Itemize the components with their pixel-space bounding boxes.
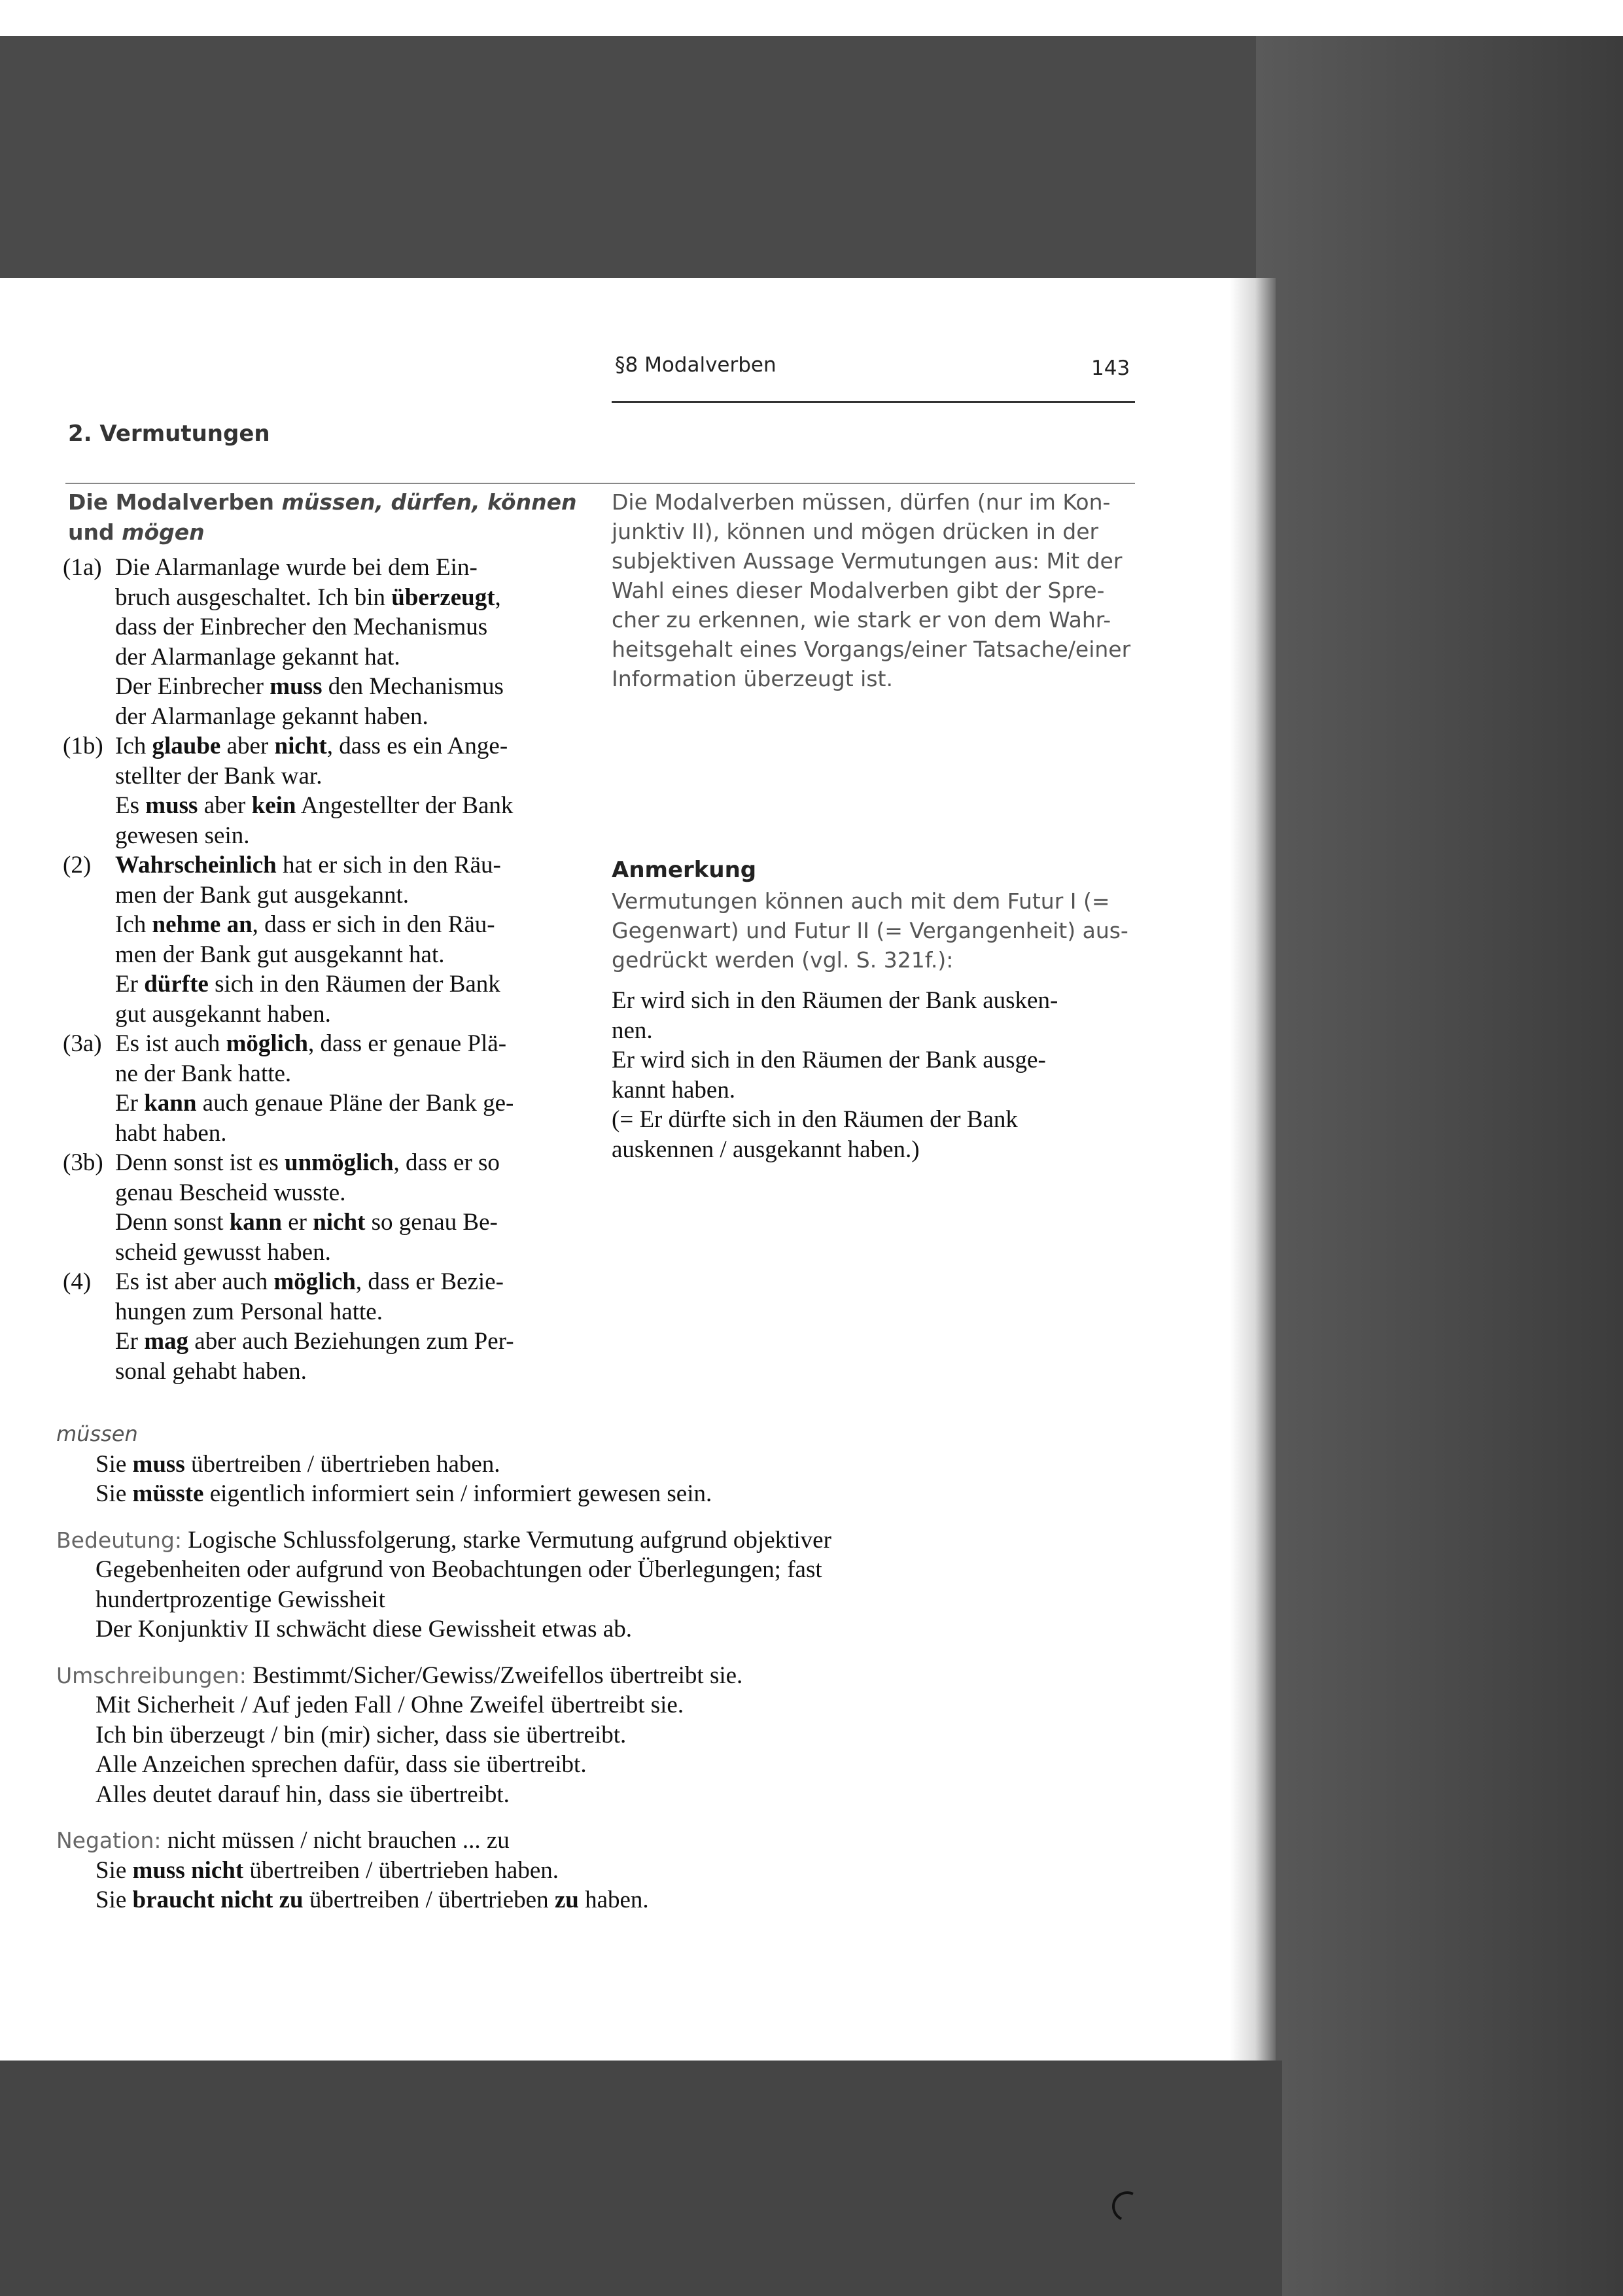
negation-label: Negation: — [56, 1828, 162, 1853]
example-line: Denn sonst kann er nicht so genau Be- — [115, 1209, 498, 1236]
muessen-section — [56, 1419, 831, 1915]
example-line: der Alarmanlage gekannt hat. — [115, 643, 400, 670]
example-number: (1a) — [63, 554, 102, 581]
description-line: subjektiven Aussage Vermutungen aus: Mit der — [612, 548, 1123, 574]
negation-line: Sie muss nicht übertreiben / übertrieben haben. — [96, 1856, 559, 1884]
description-line: Information überzeugt ist. — [612, 666, 893, 691]
umschreibungen-first-line: Bestimmt/Sicher/Gewiss/Zweifellos übertreibt sie. — [253, 1661, 743, 1689]
muessen-label: müssen — [56, 1421, 138, 1446]
negation-line: Sie braucht nicht zu übertreiben / übertrieben zu haben. — [96, 1887, 649, 1913]
example-item — [63, 1148, 586, 1267]
example-line: Denn sonst ist es unmöglich, dass er so — [115, 1149, 500, 1176]
note-intro-line: Gegenwart) und Futur II (= Vergangenheit) aus- — [612, 918, 1128, 943]
negation-block — [56, 1826, 831, 1915]
note-examples — [612, 986, 1058, 1164]
negation-first-line: nicht müssen / nicht brauchen ... zu — [167, 1827, 510, 1854]
description — [612, 487, 1130, 693]
example-line: Er kann auch genaue Pläne der Bank ge- — [115, 1090, 514, 1117]
example-line: Ich glaube aber nicht, dass es ein Ange- — [115, 733, 508, 759]
note-example-line: Er wird sich in den Räumen der Bank ausken- — [612, 987, 1058, 1014]
example-line: men der Bank gut ausgekannt. — [115, 881, 410, 909]
note-example-line: (= Er dürfte sich in den Räumen der Bank — [612, 1106, 1018, 1133]
description-line: heitsgehalt eines Vorgangs/einer Tatsache/einer — [612, 636, 1131, 662]
example-line: stellter der Bank war. — [115, 762, 323, 790]
example-line: Der Einbrecher muss den Mechanismus — [115, 673, 504, 700]
section-rule — [65, 483, 1135, 484]
example-line: dass der Einbrecher den Mechanismus — [115, 614, 488, 640]
example-number: (4) — [63, 1268, 92, 1295]
running-title: §8 Modalverben — [615, 353, 777, 377]
example-item — [63, 1267, 586, 1386]
note-intro — [612, 886, 1128, 975]
umschreibungen-line: Ich bin überzeugt / bin (mir) sicher, dass sie übertreibt. — [96, 1721, 627, 1748]
page-edge-shadow — [1230, 278, 1276, 2061]
example-line: Er dürfte sich in den Räumen der Bank — [115, 971, 500, 998]
bedeutung-label: Bedeutung: — [56, 1527, 182, 1553]
umschreibungen-block — [56, 1661, 831, 1810]
example-line: scheid gewusst haben. — [115, 1238, 331, 1266]
example-number: (2) — [63, 852, 92, 878]
umschreibungen-line: Alles deutet darauf hin, dass sie übertreibt. — [96, 1781, 510, 1808]
example-line: gut ausgekannt haben. — [115, 1000, 331, 1028]
description-line: junktiv II), können und mögen drücken in der — [612, 519, 1099, 544]
example-item — [63, 850, 586, 1029]
bedeutung-line: Gegebenheiten oder aufgrund von Beobachtungen oder Überlegungen; fast — [96, 1556, 822, 1583]
example-item — [63, 553, 586, 731]
example-line: hungen zum Personal hatte. — [115, 1298, 383, 1325]
example-line: habt haben. — [115, 1119, 227, 1147]
note-example-line: kannt haben. — [612, 1076, 736, 1104]
example-line: Die Alarmanlage wurde bei dem Ein- — [115, 554, 478, 581]
bedeutung-line: Der Konjunktiv II schwächt diese Gewissheit etwas ab. — [96, 1616, 632, 1643]
scan-background-right — [1256, 36, 1623, 2296]
example-number: (3a) — [63, 1030, 102, 1057]
note-example-line: Er wird sich in den Räumen der Bank ausge- — [612, 1047, 1046, 1073]
muessen-examples — [56, 1450, 831, 1509]
example-line: Es muss aber kein Angestellter der Bank — [115, 792, 514, 819]
note-title: Anmerkung — [612, 857, 757, 883]
scan-background-bottom — [0, 2061, 1282, 2296]
note-example-line: nen. — [612, 1017, 653, 1044]
example-line: gewesen sein. — [115, 822, 250, 849]
umschreibungen-line: Mit Sicherheit / Auf jeden Fall / Ohne Zweifel übertreibt sie. — [96, 1692, 684, 1718]
muessen-example-line: Sie muss übertreiben / übertrieben haben. — [96, 1450, 500, 1478]
example-line: Er mag aber auch Beziehungen zum Per- — [115, 1328, 514, 1355]
description-line: Wahl eines dieser Modalverben gibt der Spre- — [612, 578, 1105, 603]
umschreibungen-line: Alle Anzeichen sprechen dafür, dass sie übertreibt. — [96, 1751, 587, 1778]
example-number: (1b) — [63, 733, 103, 759]
example-line: Es ist auch möglich, dass er genaue Plä- — [115, 1030, 507, 1057]
example-line: Es ist aber auch möglich, dass er Bezie- — [115, 1268, 504, 1295]
page-number: 143 — [1091, 357, 1130, 380]
umschreibungen-label: Umschreibungen: — [56, 1662, 247, 1688]
example-line: sonal gehabt haben. — [115, 1357, 307, 1385]
scan-margin-top — [0, 0, 1623, 36]
example-line: ne der Bank hatte. — [115, 1060, 292, 1087]
example-line: bruch ausgeschaltet. Ich bin überzeugt, — [115, 583, 501, 611]
example-line: men der Bank gut ausgekannt hat. — [115, 941, 445, 968]
note-intro-line: gedrückt werden (vgl. S. 321f.): — [612, 947, 954, 973]
book-page — [0, 278, 1236, 2061]
example-line: der Alarmanlage gekannt haben. — [115, 703, 428, 730]
section-title: 2. Vermutungen — [68, 421, 270, 447]
bedeutung-block — [56, 1525, 831, 1644]
example-number: (3b) — [63, 1149, 103, 1176]
subheading: Die Modalverben müssen, dürfen, können und mögen — [68, 489, 577, 545]
bedeutung-first-line: Logische Schlussfolgerung, starke Vermutung aufgrund objektiver — [188, 1526, 831, 1554]
muessen-example-line: Sie müsste eigentlich informiert sein / informiert gewesen sein. — [96, 1480, 712, 1507]
note-intro-line: Vermutungen können auch mit dem Futur I (= — [612, 888, 1110, 914]
header-rule — [612, 401, 1135, 403]
example-line: genau Bescheid wusste. — [115, 1179, 346, 1206]
note-example-line: auskennen / ausgekannt haben.) — [612, 1136, 920, 1163]
example-line: Wahrscheinlich hat er sich in den Räu- — [115, 852, 501, 878]
description-line: Die Modalverben müssen, dürfen (nur im Kon- — [612, 489, 1111, 515]
description-line: cher zu erkennen, wie stark er von dem Wahr- — [612, 607, 1111, 633]
example-list — [63, 553, 586, 1386]
example-line: Ich nehme an, dass er sich in den Räu- — [115, 911, 495, 938]
example-item — [63, 1029, 586, 1148]
example-item — [63, 731, 586, 850]
bedeutung-line: hundertprozentige Gewissheit — [96, 1586, 385, 1613]
